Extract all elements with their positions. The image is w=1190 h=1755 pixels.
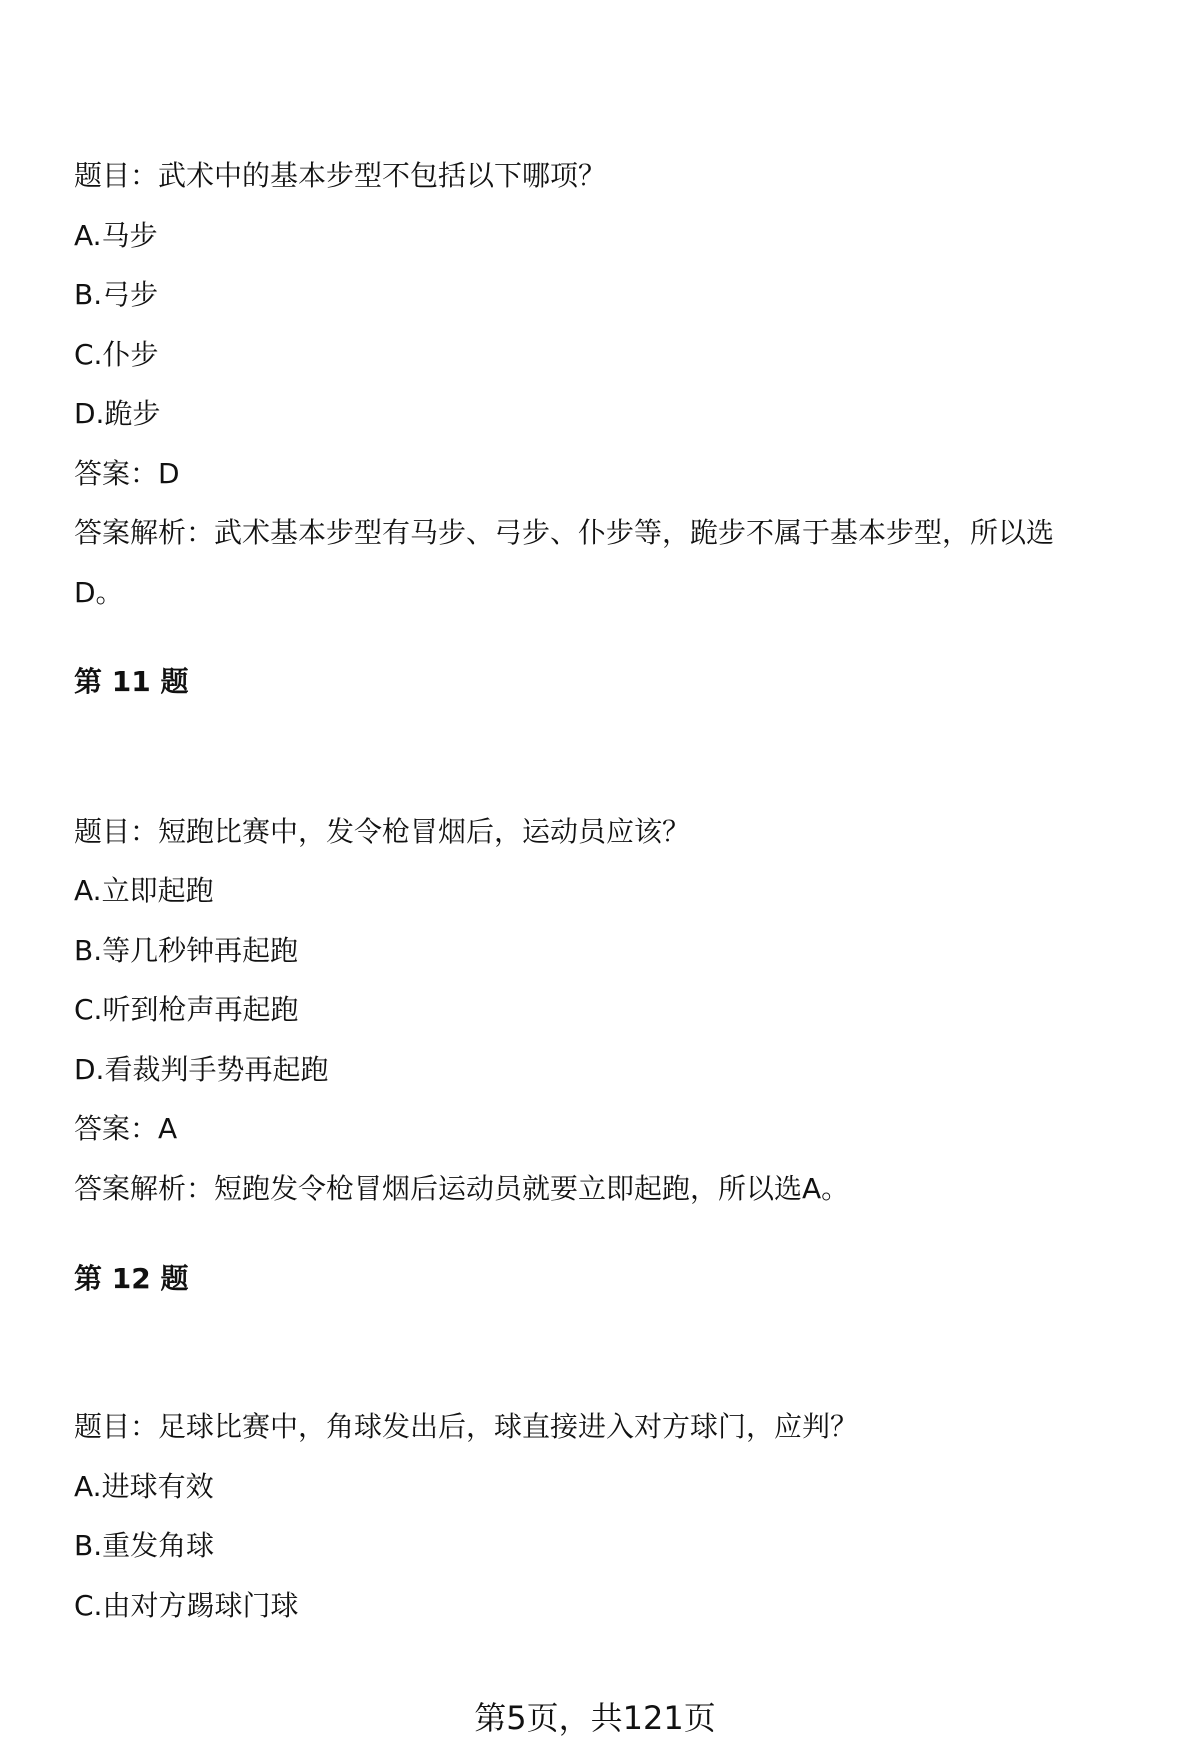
- option-a: A.立即起跑: [74, 874, 214, 907]
- option-d: D.跪步: [74, 397, 161, 430]
- question-text: 题目：足球比赛中，角球发出后，球直接进入对方球门，应判？: [74, 1410, 859, 1443]
- option-b: B.等几秒钟再起跑: [74, 934, 299, 967]
- page-number-footer: 第5页，共121页: [474, 1699, 716, 1737]
- option-b: B.重发角球: [74, 1529, 215, 1562]
- question-heading: 第 11 题: [74, 665, 189, 698]
- explanation-text: 答案解析：武术基本步型有马步、弓步、仆步等，跪步不属于基本步型，所以选: [74, 516, 1055, 549]
- option-c: C.由对方踢球门球: [74, 1589, 299, 1622]
- explanation-text: 答案解析：短跑发令枪冒烟后运动员就要立即起跑，所以选A。: [74, 1172, 850, 1205]
- option-c: C.听到枪声再起跑: [74, 993, 299, 1026]
- question-text: 题目：武术中的基本步型不包括以下哪项？: [74, 159, 607, 192]
- question-text: 题目：短跑比赛中，发令枪冒烟后，运动员应该？: [74, 815, 691, 848]
- question-heading: 第 12 题: [74, 1262, 189, 1295]
- option-a: A.进球有效: [74, 1470, 214, 1503]
- option-a: A.马步: [74, 219, 158, 252]
- option-d: D.看裁判手势再起跑: [74, 1053, 329, 1086]
- answer-text: 答案：D: [74, 457, 180, 490]
- option-c: C.仆步: [74, 338, 159, 371]
- option-b: B.弓步: [74, 278, 159, 311]
- answer-text: 答案：A: [74, 1112, 178, 1145]
- explanation-text-cont: D。: [74, 576, 124, 609]
